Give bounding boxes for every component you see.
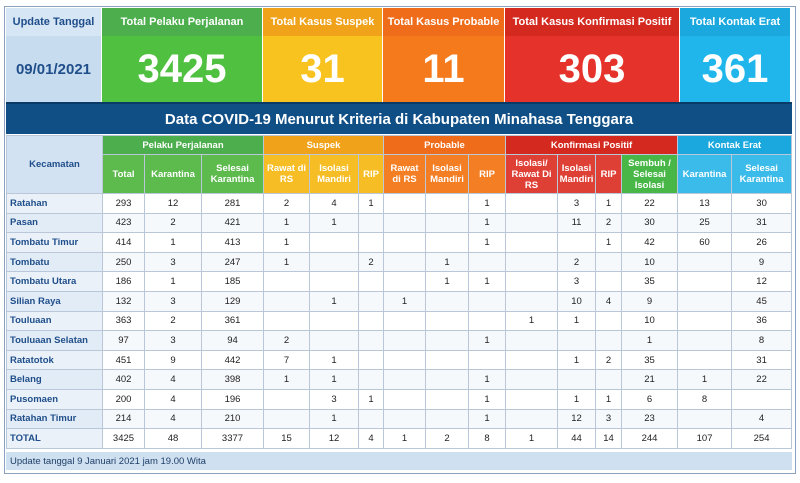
table-cell: 48 xyxy=(145,429,202,449)
table-cell: 23 xyxy=(622,409,678,429)
table-cell: 442 xyxy=(202,350,264,370)
table-cell xyxy=(426,291,469,311)
table-cell: 1 xyxy=(264,252,310,272)
table-cell: 1 xyxy=(426,272,469,292)
table-cell: 1 xyxy=(359,389,384,409)
table-cell xyxy=(310,311,359,331)
table-cell: 10 xyxy=(558,291,596,311)
table-cell xyxy=(384,272,426,292)
table-cell: 293 xyxy=(103,194,145,214)
table-cell: 4 xyxy=(732,409,792,429)
table-cell xyxy=(426,370,469,390)
table-cell xyxy=(596,311,622,331)
table-cell: 11 xyxy=(558,213,596,233)
table-cell xyxy=(426,233,469,253)
table-cell: 132 xyxy=(103,291,145,311)
table-cell xyxy=(310,233,359,253)
table-cell: 402 xyxy=(103,370,145,390)
table-cell: 1 xyxy=(310,213,359,233)
table-cell xyxy=(506,252,558,272)
table-row xyxy=(7,331,792,351)
table-cell: 9 xyxy=(622,291,678,311)
table-cell: 1 xyxy=(264,213,310,233)
table-cell xyxy=(310,252,359,272)
total-probable-label: Total Kasus Probable xyxy=(383,8,504,36)
table-cell: 1 xyxy=(426,252,469,272)
table-cell: 1 xyxy=(310,350,359,370)
total-kontak-card xyxy=(680,8,790,102)
table-cell: 414 xyxy=(103,233,145,253)
col-suspek-rip: RIP xyxy=(359,155,384,194)
total-probable-value: 11 xyxy=(383,36,504,102)
table-cell: 36 xyxy=(732,311,792,331)
table-cell: 1 xyxy=(310,291,359,311)
table-cell: 361 xyxy=(202,311,264,331)
table-cell xyxy=(264,311,310,331)
table-cell xyxy=(678,272,732,292)
total-positif-value: 303 xyxy=(505,36,679,102)
table-cell xyxy=(359,233,384,253)
table-cell: 4 xyxy=(359,429,384,449)
table-cell: 1 xyxy=(469,233,506,253)
kecamatan-name: Silian Raya xyxy=(7,291,103,311)
table-cell xyxy=(426,409,469,429)
table-cell: 1 xyxy=(469,389,506,409)
total-suspek-card xyxy=(263,8,383,102)
table-cell xyxy=(678,331,732,351)
kecamatan-name: Ratahan Timur xyxy=(7,409,103,429)
table-cell xyxy=(678,311,732,331)
table-cell: 1 xyxy=(310,409,359,429)
table-cell xyxy=(469,350,506,370)
table-cell: 186 xyxy=(103,272,145,292)
table-cell: 8 xyxy=(469,429,506,449)
table-cell xyxy=(264,409,310,429)
table-cell: 15 xyxy=(264,429,310,449)
table-cell xyxy=(426,350,469,370)
col-suspek-rawat-rs: Rawat di RS xyxy=(264,155,310,194)
table-cell xyxy=(384,389,426,409)
table-cell: 12 xyxy=(310,429,359,449)
table-cell: 250 xyxy=(103,252,145,272)
table-cell: 1 xyxy=(469,272,506,292)
table-cell: 1 xyxy=(145,233,202,253)
col-kontak-karantina: Karantina xyxy=(678,155,732,194)
table-cell xyxy=(384,213,426,233)
table-cell: 3377 xyxy=(202,429,264,449)
table-cell: 26 xyxy=(732,233,792,253)
table-cell: 25 xyxy=(678,213,732,233)
kecamatan-name: Touluaan Selatan xyxy=(7,331,103,351)
table-cell xyxy=(558,331,596,351)
table-cell xyxy=(506,331,558,351)
table-cell: 3 xyxy=(596,409,622,429)
table-cell: 281 xyxy=(202,194,264,214)
table-cell xyxy=(426,194,469,214)
table-cell: 42 xyxy=(622,233,678,253)
table-cell: 94 xyxy=(202,331,264,351)
table-cell xyxy=(426,213,469,233)
col-probable-rawat-rs: Rawat di RS xyxy=(384,155,426,194)
table-cell xyxy=(558,233,596,253)
table-cell xyxy=(384,311,426,331)
table-cell: 2 xyxy=(264,331,310,351)
table-cell: 4 xyxy=(145,409,202,429)
table-cell: 2 xyxy=(145,311,202,331)
table-cell: 3 xyxy=(145,291,202,311)
table-cell: 413 xyxy=(202,233,264,253)
total-kontak-label: Total Kontak Erat xyxy=(680,8,790,36)
table-cell: 1 xyxy=(264,370,310,390)
table-cell: 451 xyxy=(103,350,145,370)
table-cell: 210 xyxy=(202,409,264,429)
table-cell: 1 xyxy=(469,409,506,429)
table-cell xyxy=(506,194,558,214)
kecamatan-name: Pusomaen xyxy=(7,389,103,409)
table-cell: 1 xyxy=(469,213,506,233)
table-cell: 185 xyxy=(202,272,264,292)
group-pelaku-header: Pelaku Perjalanan xyxy=(103,136,264,155)
kecamatan-name: Pasan xyxy=(7,213,103,233)
table-cell: 363 xyxy=(103,311,145,331)
table-body xyxy=(7,194,792,449)
table-cell xyxy=(384,331,426,351)
table-cell xyxy=(596,331,622,351)
kecamatan-name: Tombatu Timur xyxy=(7,233,103,253)
table-cell xyxy=(384,409,426,429)
table-cell xyxy=(596,370,622,390)
col-probable-isolasi-mandiri: Isolasi Mandiri xyxy=(426,155,469,194)
col-positif-sembuh: Sembuh / Selesai Isolasi xyxy=(622,155,678,194)
table-cell xyxy=(359,350,384,370)
table-cell: 421 xyxy=(202,213,264,233)
table-cell: 1 xyxy=(506,429,558,449)
table-cell: 129 xyxy=(202,291,264,311)
table-cell: 22 xyxy=(732,370,792,390)
group-positif-header: Konfirmasi Positif xyxy=(506,136,678,155)
table-cell: 13 xyxy=(678,194,732,214)
table-cell: 44 xyxy=(558,429,596,449)
kecamatan-header: Kecamatan xyxy=(7,136,103,194)
table-cell: 107 xyxy=(678,429,732,449)
table-cell xyxy=(359,311,384,331)
table-cell: 3 xyxy=(558,194,596,214)
table-cell xyxy=(384,233,426,253)
table-cell: 10 xyxy=(622,252,678,272)
table-cell xyxy=(596,272,622,292)
table-cell: 1 xyxy=(558,311,596,331)
table-row xyxy=(7,389,792,409)
table-cell xyxy=(426,389,469,409)
update-date-card xyxy=(6,8,102,102)
table-cell: 1 xyxy=(469,370,506,390)
table-cell xyxy=(359,331,384,351)
table-cell xyxy=(384,252,426,272)
table-cell: 30 xyxy=(732,194,792,214)
table-cell: 200 xyxy=(103,389,145,409)
table-cell: 60 xyxy=(678,233,732,253)
table-cell: 3 xyxy=(145,331,202,351)
table-cell: 6 xyxy=(622,389,678,409)
col-probable-rip: RIP xyxy=(469,155,506,194)
table-cell xyxy=(506,213,558,233)
table-cell: 4 xyxy=(310,194,359,214)
page-title: Data COVID-19 Menurut Kriteria di Kabupaten Minahasa Tenggara xyxy=(6,102,792,134)
table-row xyxy=(7,252,792,272)
table-cell: 1 xyxy=(310,370,359,390)
kecamatan-name: Belang xyxy=(7,370,103,390)
group-probable-header: Probable xyxy=(384,136,506,155)
table-cell: 247 xyxy=(202,252,264,272)
col-positif-isolasi-mandiri: Isolasi Mandiri xyxy=(558,155,596,194)
table-cell: 1 xyxy=(384,291,426,311)
table-cell: 8 xyxy=(678,389,732,409)
table-cell: 30 xyxy=(622,213,678,233)
table-cell: 1 xyxy=(558,350,596,370)
total-probable-card xyxy=(383,8,505,102)
total-positif-card xyxy=(505,8,680,102)
table-cell: 2 xyxy=(596,350,622,370)
total-suspek-value: 31 xyxy=(263,36,382,102)
total-positif-label: Total Kasus Konfirmasi Positif xyxy=(505,8,679,36)
table-cell xyxy=(506,233,558,253)
total-pelaku-label: Total Pelaku Perjalanan xyxy=(102,8,262,36)
table-cell: 2 xyxy=(558,252,596,272)
table-cell: 4 xyxy=(145,389,202,409)
table-cell xyxy=(678,291,732,311)
kecamatan-name: Tombatu xyxy=(7,252,103,272)
table-row xyxy=(7,194,792,214)
table-cell: 1 xyxy=(384,429,426,449)
table-cell xyxy=(596,252,622,272)
table-cell xyxy=(678,350,732,370)
update-date-label: Update Tanggal xyxy=(12,16,95,28)
table-cell: 45 xyxy=(732,291,792,311)
table-cell xyxy=(506,272,558,292)
table-cell: 97 xyxy=(103,331,145,351)
table-cell: 9 xyxy=(732,252,792,272)
col-positif-rip: RIP xyxy=(596,155,622,194)
table-cell: 1 xyxy=(596,194,622,214)
col-suspek-isolasi-mandiri: Isolasi Mandiri xyxy=(310,155,359,194)
total-kontak-value: 361 xyxy=(680,36,790,102)
kecamatan-name: Touluaan xyxy=(7,311,103,331)
col-positif-isolasi-rawat: Isolasi/ Rawat Di RS xyxy=(506,155,558,194)
table-total-row xyxy=(7,429,792,449)
col-selesai-karantina: Selesai Karantina xyxy=(202,155,264,194)
table-cell: 2 xyxy=(426,429,469,449)
group-suspek-header: Suspek xyxy=(264,136,384,155)
table-cell: 9 xyxy=(145,350,202,370)
kecamatan-name: Ratatotok xyxy=(7,350,103,370)
table-cell: 398 xyxy=(202,370,264,390)
table-row xyxy=(7,233,792,253)
table-cell: 3 xyxy=(310,389,359,409)
table-cell: 3425 xyxy=(103,429,145,449)
table-cell xyxy=(359,291,384,311)
table-cell xyxy=(384,350,426,370)
table-cell xyxy=(359,213,384,233)
table-cell xyxy=(359,370,384,390)
table-cell: 3 xyxy=(145,252,202,272)
table-cell: 1 xyxy=(469,194,506,214)
table-cell: 10 xyxy=(622,311,678,331)
column-header-row xyxy=(7,155,792,194)
table-row xyxy=(7,213,792,233)
table-row xyxy=(7,272,792,292)
table-row xyxy=(7,370,792,390)
table-cell xyxy=(506,291,558,311)
total-suspek-label: Total Kasus Suspek xyxy=(263,8,382,36)
covid-data-table xyxy=(6,135,792,449)
table-cell: 4 xyxy=(596,291,622,311)
table-cell: 1 xyxy=(596,389,622,409)
table-cell: 1 xyxy=(558,389,596,409)
table-row xyxy=(7,409,792,429)
update-footnote: Update tanggal 9 Januari 2021 jam 19.00 Wita xyxy=(6,452,792,470)
table-cell: 244 xyxy=(622,429,678,449)
table-cell: 1 xyxy=(506,311,558,331)
table-cell: 14 xyxy=(596,429,622,449)
table-cell: 1 xyxy=(469,331,506,351)
table-cell xyxy=(426,331,469,351)
col-total: Total xyxy=(103,155,145,194)
kecamatan-name: Tombatu Utara xyxy=(7,272,103,292)
table-cell: 3 xyxy=(558,272,596,292)
table-cell xyxy=(384,194,426,214)
table-cell: 4 xyxy=(145,370,202,390)
table-cell xyxy=(678,409,732,429)
summary-row xyxy=(6,8,790,102)
table-cell: 7 xyxy=(264,350,310,370)
table-cell xyxy=(426,311,469,331)
table-cell xyxy=(264,389,310,409)
table-cell: 31 xyxy=(732,213,792,233)
table-cell xyxy=(732,389,792,409)
table-cell: 35 xyxy=(622,272,678,292)
table-cell: 12 xyxy=(558,409,596,429)
group-header-row xyxy=(7,136,792,155)
table-cell xyxy=(264,272,310,292)
total-pelaku-value: 3425 xyxy=(102,36,262,102)
total-pelaku-card xyxy=(102,8,263,102)
table-cell: 1 xyxy=(678,370,732,390)
table-cell xyxy=(558,370,596,390)
table-cell xyxy=(469,291,506,311)
table-cell: 35 xyxy=(622,350,678,370)
table-cell xyxy=(506,409,558,429)
table-row xyxy=(7,350,792,370)
table-cell xyxy=(384,370,426,390)
table-cell xyxy=(359,409,384,429)
table-cell xyxy=(506,389,558,409)
table-cell: 2 xyxy=(145,213,202,233)
table-cell: 2 xyxy=(359,252,384,272)
col-karantina: Karantina xyxy=(145,155,202,194)
table-cell: 2 xyxy=(596,213,622,233)
group-kontak-header: Kontak Erat xyxy=(678,136,792,155)
table-cell: 2 xyxy=(264,194,310,214)
table-row xyxy=(7,291,792,311)
table-cell: 196 xyxy=(202,389,264,409)
table-cell xyxy=(506,370,558,390)
table-cell: 1 xyxy=(264,233,310,253)
table-cell xyxy=(506,350,558,370)
table-cell: 22 xyxy=(622,194,678,214)
table-cell: 254 xyxy=(732,429,792,449)
table-cell xyxy=(469,252,506,272)
table-cell: 8 xyxy=(732,331,792,351)
table-cell: 423 xyxy=(103,213,145,233)
table-cell: 1 xyxy=(145,272,202,292)
table-cell xyxy=(310,272,359,292)
table-cell xyxy=(359,272,384,292)
table-cell: 1 xyxy=(359,194,384,214)
table-cell xyxy=(310,331,359,351)
col-kontak-selesai: Selesai Karantina xyxy=(732,155,792,194)
kecamatan-name: Ratahan xyxy=(7,194,103,214)
table-cell xyxy=(264,291,310,311)
table-cell: 31 xyxy=(732,350,792,370)
kecamatan-name: TOTAL xyxy=(7,429,103,449)
table-cell: 12 xyxy=(732,272,792,292)
table-cell: 214 xyxy=(103,409,145,429)
table-cell: 12 xyxy=(145,194,202,214)
table-cell: 1 xyxy=(596,233,622,253)
table-cell: 1 xyxy=(622,331,678,351)
table-cell: 21 xyxy=(622,370,678,390)
table-row xyxy=(7,311,792,331)
table-cell xyxy=(469,311,506,331)
table-cell xyxy=(678,252,732,272)
update-date-value: 09/01/2021 xyxy=(6,36,101,102)
